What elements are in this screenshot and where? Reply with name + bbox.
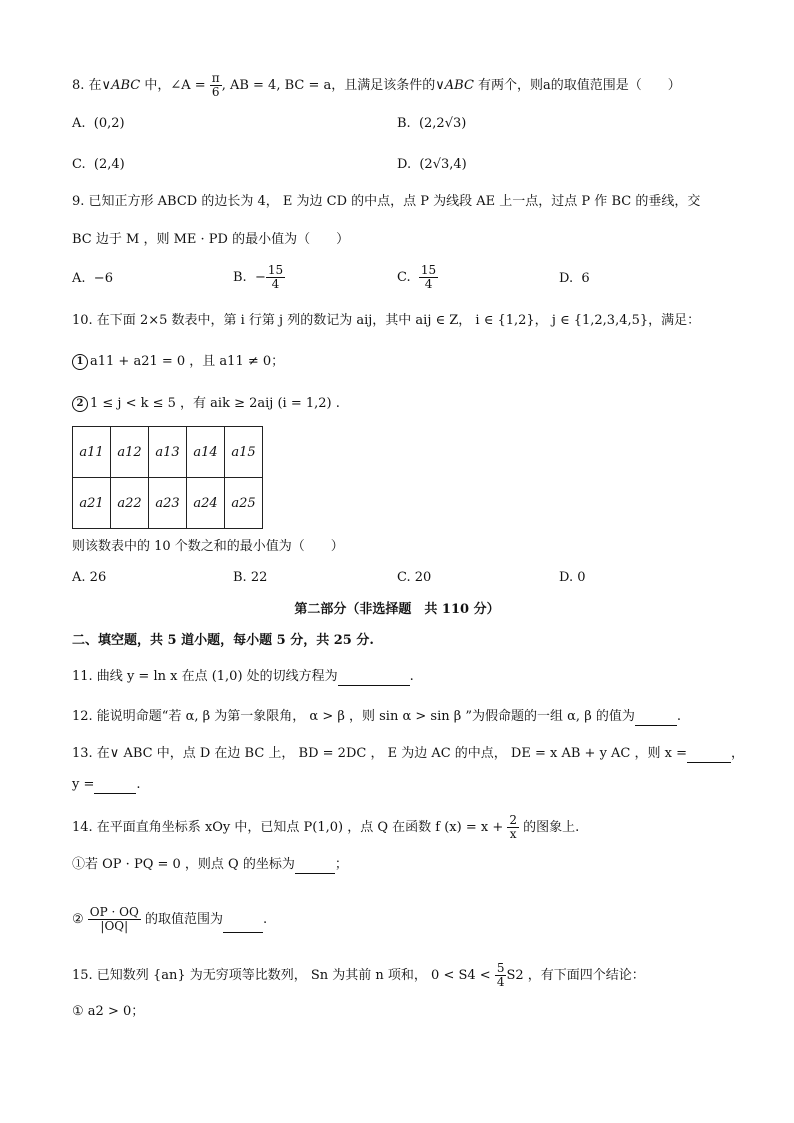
- table-cell: a24: [187, 478, 225, 529]
- fraction-2-over-x: $\frac{2}{x}$: [509, 813, 518, 841]
- table-cell: a22: [111, 478, 149, 529]
- q8-option-d[interactable]: D. (2√3,4): [397, 157, 467, 172]
- question-10-condition-2: 2 1 ≤ j < k ≤ 5 ，有 aik ≥ 2aij (i = 1,2) .: [72, 395, 340, 413]
- table-cell: a21: [73, 478, 111, 529]
- q8-option-c[interactable]: C. (2,4): [72, 157, 125, 172]
- answer-blank[interactable]: [223, 918, 263, 933]
- question-10-ask: 则该数表中的 10 个数之和的最小值为（ ）: [72, 539, 344, 554]
- answer-blank[interactable]: [338, 671, 410, 686]
- number-table-2x5: [72, 426, 263, 529]
- question-12: 12. 能说明命题“若 α, β 为第一象限角， α > β ，则 sin α > sin β ”为假命题的一组 α, β 的值为 .: [72, 709, 681, 724]
- q10-option-b[interactable]: B. 22: [233, 570, 268, 585]
- question-9-line-1: 9. 已知正方形 ABCD 的边长为 4， E 为边 CD 的中点，点 P 为线段 AE 上一点，过点 P 作 BC 的垂线，交: [72, 194, 701, 209]
- question-10-line-1: 10. 在下面 2×5 数表中，第 i 行第 j 列的数记为 aij，其中 aij ∈ Z， i ∈ {1,2}， j ∈ {1,2,3,4,5}，满足：: [72, 313, 701, 328]
- table-cell: a25: [225, 478, 263, 529]
- question-13-line-2: y = .: [72, 777, 141, 792]
- q9-option-c[interactable]: C. $\frac{15}{4}$: [397, 263, 437, 291]
- question-9-line-2: BC 边于 M ，则 ME · PD 的最小值为（ ）: [72, 232, 350, 247]
- table-cell: a14: [187, 427, 225, 478]
- answer-blank[interactable]: [295, 859, 335, 874]
- circled-number-1: 1: [72, 354, 88, 370]
- table-row: [73, 427, 263, 478]
- question-15-conclusion-1: ① a2 > 0；: [72, 1004, 145, 1019]
- q8-option-b[interactable]: B. (2,2√3): [397, 116, 467, 131]
- table-row: [73, 478, 263, 529]
- part-two-title: 第二部分（非选择题 共 110 分）: [294, 602, 500, 617]
- q8-option-a[interactable]: A. (0,2): [72, 116, 125, 131]
- answer-blank-x[interactable]: [687, 748, 731, 763]
- table-cell: a15: [225, 427, 263, 478]
- question-8-stem: 8. 在∨ABC 中，∠A = $\frac{\pi}{6}$ , AB = 4, BC = a，且满足该条件的∨ABC 有两个，则a的取值范围是（ ）: [72, 71, 681, 99]
- question-11: 11. 曲线 y = ln x 在点 (1,0) 处的切线方程为 .: [72, 669, 414, 684]
- answer-blank-y[interactable]: [94, 779, 136, 794]
- q9-option-d[interactable]: D. 6: [559, 271, 590, 286]
- table-cell: a12: [111, 427, 149, 478]
- fraction-dot-over-norm: $\frac{OP \cdot OQ}{|OQ|}$: [89, 905, 139, 933]
- fraction-pi-over-6: $\frac{\pi}{6}$: [211, 71, 220, 99]
- q10-option-d[interactable]: D. 0: [559, 570, 586, 585]
- question-15-stem: 15. 已知数列 {an} 为无穷项等比数列， Sn 为其前 n 项和， 0 < S4 < $\frac{5}{4}$ S2 ，有下面四个结论：: [72, 961, 645, 989]
- answer-blank[interactable]: [635, 711, 677, 726]
- question-10-condition-1: 1 a11 + a21 = 0 ，且 a11 ≠ 0；: [72, 353, 284, 371]
- fill-in-section-heading: 二、填空题，共 5 道小题，每小题 5 分，共 25 分.: [72, 633, 374, 648]
- table-cell: a23: [149, 478, 187, 529]
- q10-option-a[interactable]: A. 26: [72, 570, 107, 585]
- q9-option-b[interactable]: B. − $\frac{15}{4}$: [233, 263, 284, 291]
- circled-number-2: 2: [72, 396, 88, 412]
- q10-option-c[interactable]: C. 20: [397, 570, 432, 585]
- question-14-part-2: ② $\frac{OP \cdot OQ}{|OQ|}$ 的取值范围为 .: [72, 905, 268, 933]
- fraction-5-over-4: $\frac{5}{4}$: [496, 961, 505, 989]
- question-13-line-1: 13. 在∨ ABC 中，点 D 在边 BC 上， BD = 2DC ， E 为边 AC 的中点， DE = x AB + y AC ，则 x = ，: [72, 746, 745, 761]
- question-14-stem: 14. 在平面直角坐标系 xOy 中，已知点 P(1,0) ，点 Q 在函数 f (x) = x + $\frac{2}{x}$ 的图象上.: [72, 813, 580, 841]
- table-cell: a13: [149, 427, 187, 478]
- q9-option-a[interactable]: A. −6: [72, 271, 113, 286]
- question-14-part-1: ①若 OP · PQ = 0 ，则点 Q 的坐标为 ；: [72, 857, 348, 872]
- table-cell: a11: [73, 427, 111, 478]
